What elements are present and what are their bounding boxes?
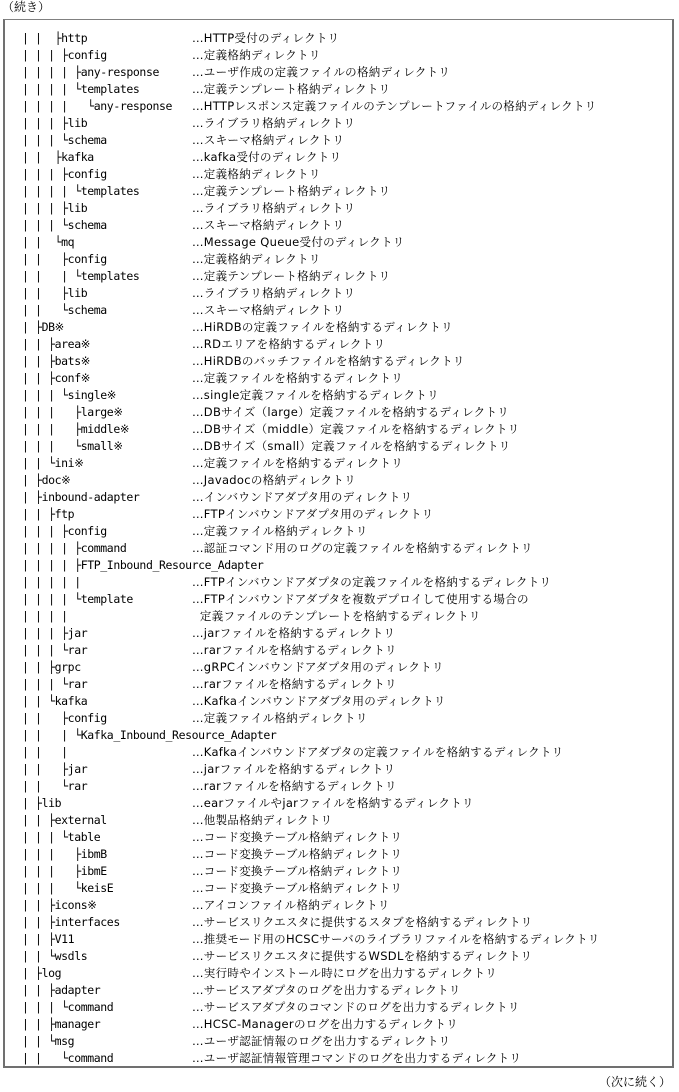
directory-path: | | | | [22,609,68,623]
directory-path: | ├lib [22,796,62,810]
directory-path: | | | ├config [22,48,107,62]
directory-path: | | | | └templates [22,184,140,198]
directory-description: …定義ファイル格納ディレクトリ [192,711,368,725]
tree-row [5,336,672,353]
tree-row [5,948,672,965]
tree-row [5,472,672,489]
directory-description: …FTPインバウンドアダプタ用のディレクトリ [192,507,434,521]
tree-row [5,251,672,268]
directory-description: …定義格納ディレクトリ [192,252,321,266]
directory-description: …Kafkaインバウンドアダプタの定義ファイルを格納するディレクトリ [192,745,564,759]
directory-description: …ユーザ認証情報のログを出力するディレクトリ [192,1034,451,1048]
directory-description: …コード変換テーブル格納ディレクトリ [192,864,403,878]
tree-row [5,710,672,727]
directory-path: | ├inbound-adapter [22,490,140,504]
directory-path: | | └ini※ [22,456,84,470]
directory-path: | | ├area※ [22,337,90,351]
directory-description: …HiRDBの定義ファイルを格納するディレクトリ [192,320,453,334]
tree-row [5,1016,672,1033]
tree-row [5,897,672,914]
directory-description: …ライブラリ格納ディレクトリ [192,286,356,300]
tree-row [5,863,672,880]
directory-description: …gRPCインバウンドアダプタ用のディレクトリ [192,660,444,674]
directory-description: …DBサイズ（large）定義ファイルを格納するディレクトリ [192,405,510,419]
directory-path: | | | | ├command [22,541,127,555]
directory-description: …Message Queue受付のディレクトリ [192,235,405,249]
tree-row [5,64,672,81]
directory-path: | | | [22,745,68,759]
tree-row [5,659,672,676]
directory-description: …定義テンプレート格納ディレクトリ [192,184,391,198]
tree-row [5,319,672,336]
directory-path: | | └schema [22,303,107,317]
directory-description: …FTPインバウンドアダプタを複数デプロイして使用する場合の [192,592,529,606]
directory-path: | | | ├lib [22,116,88,130]
directory-path: | | ├external [22,813,107,827]
directory-description: …定義格納ディレクトリ [192,48,321,62]
directory-tree-box [3,19,674,1068]
directory-description: …コード変換テーブル格納ディレクトリ [192,881,403,895]
tree-row [5,285,672,302]
tree-row [5,1033,672,1050]
directory-path: | | ├config [22,252,107,266]
directory-description: …認証コマンド用のログの定義ファイルを格納するディレクトリ [192,541,533,555]
tree-row [5,353,672,370]
directory-path: | | | └rar [22,643,88,657]
tree-row [5,302,672,319]
tree-row [5,676,672,693]
tree-row [5,557,672,574]
directory-path: | | └rar [22,779,88,793]
directory-description: …スキーマ格納ディレクトリ [192,133,345,147]
directory-path: | | └mq [22,235,75,249]
tree-row [5,540,672,557]
directory-path: | | └kafka [22,694,88,708]
directory-path: | | ├bats※ [22,354,90,368]
tree-row [5,574,672,591]
directory-path: | | ├http [22,31,88,45]
directory-description: …rarファイルを格納するディレクトリ [192,677,397,691]
directory-description: …HTTPレスポンス定義ファイルのテンプレートファイルの格納ディレクトリ [192,99,597,113]
directory-description: …jarファイルを格納するディレクトリ [192,626,396,640]
directory-description: …定義テンプレート格納ディレクトリ [192,269,391,283]
directory-description: …実行時やインストール時にログを出力するディレクトリ [192,966,498,980]
directory-path: | | | | └template [22,592,133,606]
directory-description: …インバウンドアダプタ用のディレクトリ [192,490,413,504]
tree-row [5,744,672,761]
tree-row [5,761,672,778]
directory-description: …ユーザ認証情報管理コマンドのログを出力するディレクトリ [192,1051,522,1065]
directory-description: …rarファイルを格納するディレクトリ [192,779,397,793]
tree-row [5,982,672,999]
directory-description: …コード変換テーブル格納ディレクトリ [192,847,403,861]
directory-path: | | | └single※ [22,388,117,402]
directory-path: | ├doc※ [22,473,71,487]
tree-row [5,778,672,795]
directory-path: | ├log [22,966,62,980]
directory-description: …earファイルやjarファイルを格納するディレクトリ [192,796,474,810]
directory-path: | | └wsdls [22,949,88,963]
tree-row [5,421,672,438]
directory-description: …推奨モード用のHCSCサーバのライブラリファイルを格納するディレクトリ [192,932,600,946]
directory-description: …ライブラリ格納ディレクトリ [192,201,356,215]
directory-path: | | | └rar [22,677,88,691]
directory-description: …HCSC-Managerのログを出力するディレクトリ [192,1017,459,1031]
continues-next-caption: （次に続く） [598,1075,671,1089]
directory-description: …サービスリクエスタに提供するWSDLを格納するディレクトリ [192,949,533,963]
directory-path: | | | └small※ [22,439,123,453]
directory-description: …サービスアダプタのログを出力するディレクトリ [192,983,461,997]
directory-description: …他製品格納ディレクトリ [192,813,333,827]
directory-path: | | | ├config [22,167,107,181]
tree-row [5,523,672,540]
directory-description: …DBサイズ（small）定義ファイルを格納するディレクトリ [192,439,511,453]
directory-path: | | | └Kafka_Inbound_Resource_Adapter [22,728,277,742]
tree-row [5,591,672,608]
tree-row [5,166,672,183]
tree-row [5,30,672,47]
tree-row [5,506,672,523]
directory-path: | | ├grpc [22,660,81,674]
directory-path: | | ├icons※ [22,898,97,912]
directory-description: …RDエリアを格納するディレクトリ [192,337,386,351]
tree-row [5,115,672,132]
tree-row [5,132,672,149]
directory-path: | | | ├jar [22,626,88,640]
directory-path: | | ├kafka [22,150,94,164]
tree-row [5,812,672,829]
directory-path: | | | ├ibmB [22,847,107,861]
directory-path: | | | └schema [22,133,107,147]
directory-description: …HTTP受付のディレクトリ [192,31,340,45]
directory-path: | | ├jar [22,762,88,776]
tree-row [5,914,672,931]
directory-description: …定義テンプレート格納ディレクトリ [192,82,391,96]
tree-row [5,608,672,625]
directory-path: | | | | ├FTP_Inbound_Resource_Adapter [22,558,264,572]
tree-row [5,404,672,421]
tree-row [5,98,672,115]
tree-row [5,965,672,982]
continued-caption: （続き） [2,0,51,14]
directory-path: | | | | ├any-response [22,65,159,79]
tree-row [5,47,672,64]
directory-path: | | | ├lib [22,201,88,215]
tree-row [5,829,672,846]
tree-row [5,625,672,642]
directory-path: | | └msg [22,1034,75,1048]
directory-path: | | ├adapter [22,983,101,997]
directory-description: …アイコンファイル格納ディレクトリ [192,898,390,912]
tree-row [5,455,672,472]
directory-description: …FTPインバウンドアダプタの定義ファイルを格納するディレクトリ [192,575,552,589]
directory-description: …コード変換テーブル格納ディレクトリ [192,830,403,844]
tree-row [5,268,672,285]
directory-path: | | | ├large※ [22,405,123,419]
tree-row [5,999,672,1016]
directory-description: …サービスアダプタのコマンドのログを出力するディレクトリ [192,1000,520,1014]
directory-description: …サービスリクエスタに提供するスタブを格納するディレクトリ [192,915,533,929]
directory-tree [5,30,672,1067]
directory-path: | | | | | [22,575,81,589]
directory-description: …Kafkaインバウンドアダプタ用のディレクトリ [192,694,446,708]
directory-description: …定義ファイルを格納するディレクトリ [192,456,404,470]
directory-description: …Javadocの格納ディレクトリ [192,473,356,487]
tree-row [5,81,672,98]
directory-path: | | ├lib [22,286,88,300]
tree-row [5,693,672,710]
directory-description: …定義ファイルを格納するディレクトリ [192,371,404,385]
directory-path: | | | ├config [22,524,107,538]
tree-row [5,795,672,812]
tree-row [5,387,672,404]
directory-path: | | | └keisE [22,881,114,895]
tree-row [5,149,672,166]
tree-row [5,1050,672,1067]
directory-path: | | | | └any-response [22,99,173,113]
tree-row [5,183,672,200]
directory-description: …ユーザ作成の定義ファイルの格納ディレクトリ [192,65,451,79]
tree-row [5,727,672,744]
directory-path: | | └command [22,1051,114,1065]
tree-row [5,880,672,897]
directory-path: | | ├config [22,711,107,725]
directory-description: …ライブラリ格納ディレクトリ [192,116,356,130]
directory-description: …kafka受付のディレクトリ [192,150,342,164]
directory-description: …スキーマ格納ディレクトリ [192,218,345,232]
tree-row [5,846,672,863]
tree-row [5,234,672,251]
directory-path: | | | ├ibmE [22,864,107,878]
tree-row [5,200,672,217]
directory-description: …スキーマ格納ディレクトリ [192,303,345,317]
directory-description: …定義格納ディレクトリ [192,167,321,181]
directory-description: …定義ファイル格納ディレクトリ [192,524,368,538]
directory-path: | | | | └templates [22,82,140,96]
directory-description: …HiRDBのバッチファイルを格納するディレクトリ [192,354,465,368]
directory-path: | | ├interfaces [22,915,120,929]
directory-path: | ├DB※ [22,320,64,334]
directory-description: 定義ファイルのテンプレートを格納するディレクトリ [192,609,481,623]
directory-path: | | | └templates [22,269,140,283]
directory-path: | | | └table [22,830,101,844]
tree-row [5,931,672,948]
directory-path: | | ├manager [22,1017,101,1031]
directory-path: | | ├V11 [22,932,75,946]
directory-path: | | | └schema [22,218,107,232]
directory-path: | | ├conf※ [22,371,90,385]
tree-row [5,489,672,506]
directory-path: | | | └command [22,1000,114,1014]
directory-description: …DBサイズ（middle）定義ファイルを格納するディレクトリ [192,422,520,436]
tree-row [5,642,672,659]
directory-path: | | ├ftp [22,507,75,521]
tree-row [5,217,672,234]
directory-path: | | | ├middle※ [22,422,130,436]
directory-description: …jarファイルを格納するディレクトリ [192,762,396,776]
tree-row [5,370,672,387]
directory-description: …single定義ファイルを格納するディレクトリ [192,388,439,402]
tree-row [5,438,672,455]
directory-description: …rarファイルを格納するディレクトリ [192,643,397,657]
